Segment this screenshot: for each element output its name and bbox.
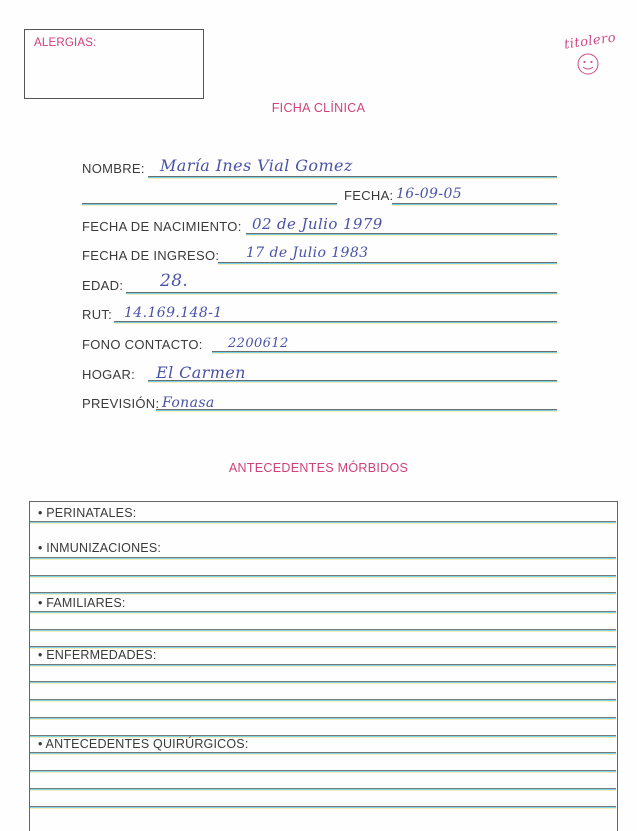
- section-label-family: • FAMILIARES:: [38, 596, 126, 610]
- name-value: María Ines Vial Gomez: [160, 156, 353, 175]
- insurance-field-line[interactable]: [156, 409, 557, 410]
- section-label-immunizations: • INMUNIZACIONES:: [38, 541, 162, 555]
- rut-field-line[interactable]: [114, 321, 557, 322]
- phone-value: 2200612: [228, 336, 289, 351]
- name-label: NOMBRE:: [82, 161, 145, 176]
- section-label-perinatal: • PERINATALES:: [38, 506, 137, 520]
- ruled-line[interactable]: [30, 575, 616, 576]
- admission-date-field-line[interactable]: [218, 262, 557, 263]
- phone-label: FONO CONTACTO:: [82, 337, 203, 352]
- allergies-label: ALERGIAS:: [34, 37, 97, 49]
- age-label: EDAD:: [82, 278, 124, 293]
- ruled-line[interactable]: [30, 592, 616, 593]
- ruled-line[interactable]: [30, 699, 616, 700]
- ruled-line[interactable]: [30, 717, 616, 718]
- home-label: HOGAR:: [82, 367, 136, 382]
- ruled-line[interactable]: [30, 629, 616, 630]
- morbid-history-title: ANTECEDENTES MÓRBIDOS: [228, 461, 409, 475]
- home-value: El Carmen: [156, 363, 246, 382]
- ruled-line[interactable]: [30, 681, 616, 682]
- ruled-line[interactable]: [30, 752, 616, 753]
- allergies-box[interactable]: [24, 29, 204, 99]
- insurance-label: PREVISIÓN:: [82, 396, 160, 411]
- date-value: 16-09-05: [396, 186, 463, 202]
- logo-text: titolero: [563, 30, 618, 53]
- ruled-line[interactable]: [30, 735, 616, 736]
- insurance-value: Fonasa: [162, 395, 215, 411]
- birth-date-field-line[interactable]: [246, 233, 557, 234]
- brand-logo: [558, 26, 622, 78]
- age-value: 28.: [160, 271, 189, 291]
- birth-date-label: FECHA DE NACIMIENTO:: [82, 219, 242, 234]
- ruled-line[interactable]: [30, 770, 616, 771]
- birth-date-value: 02 de Julio 1979: [252, 215, 383, 233]
- date-label: FECHA:: [344, 188, 394, 203]
- home-field-line[interactable]: [148, 380, 557, 381]
- phone-field-line[interactable]: [212, 351, 557, 352]
- ruled-line[interactable]: [30, 521, 616, 522]
- rut-label: RUT:: [82, 307, 113, 322]
- ruled-line[interactable]: [30, 664, 616, 665]
- ruled-line[interactable]: [30, 611, 616, 612]
- name-field-line[interactable]: [148, 176, 557, 177]
- date-field-line[interactable]: [392, 203, 557, 204]
- ruled-line[interactable]: [30, 806, 616, 807]
- form-title: FICHA CLÍNICA: [271, 101, 366, 115]
- name-continuation-line[interactable]: [82, 203, 337, 204]
- admission-date-value: 17 de Julio 1983: [246, 245, 369, 261]
- age-field-line[interactable]: [126, 292, 557, 293]
- admission-date-label: FECHA DE INGRESO:: [82, 248, 220, 263]
- rut-value: 14.169.148-1: [124, 305, 223, 321]
- ruled-line[interactable]: [30, 646, 616, 647]
- ruled-line[interactable]: [30, 788, 616, 789]
- section-label-surgical: • ANTECEDENTES QUIRÚRGICOS:: [38, 737, 249, 751]
- section-label-diseases: • ENFERMEDADES:: [38, 648, 157, 662]
- ruled-line[interactable]: [30, 557, 616, 558]
